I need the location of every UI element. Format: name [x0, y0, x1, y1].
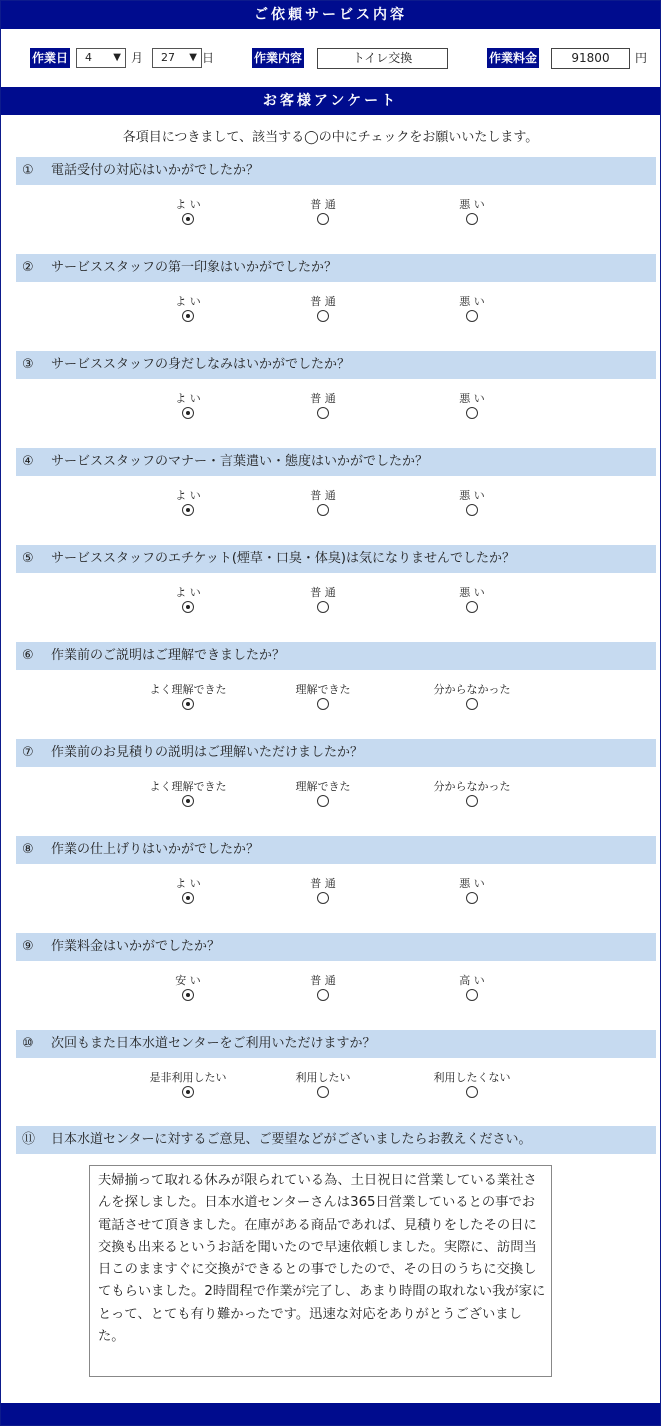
radio-option-label: よ い: [175, 586, 201, 599]
radio-option-label: よく理解できた: [149, 683, 227, 696]
day-select[interactable]: [152, 48, 202, 68]
radio-button[interactable]: [466, 892, 478, 904]
radio-option-label: よく理解できた: [149, 780, 227, 793]
radio-option[interactable]: [412, 391, 532, 422]
work-content-field[interactable]: トイレ交換: [317, 48, 448, 69]
radio-button[interactable]: [182, 698, 194, 710]
radio-button[interactable]: [182, 601, 194, 613]
radio-button[interactable]: [317, 504, 329, 516]
question-bar: [16, 836, 656, 864]
radio-option-label: 悪 い: [459, 586, 485, 599]
radio-option-label: 高 い: [459, 974, 485, 987]
question-text: 作業料金はいかがでしたか？: [51, 939, 221, 954]
service-header: ご依頼サービス内容: [1, 1, 660, 29]
question-text: 作業前のお見積りの説明はご理解いただけましたか？: [51, 745, 364, 760]
radio-option[interactable]: [128, 488, 248, 519]
radio-option-label: 理解できた: [295, 780, 351, 793]
question-text: 次回もまた日本水道センターをご利用いただけますか？: [51, 1036, 376, 1051]
radio-button[interactable]: [466, 698, 478, 710]
radio-button[interactable]: [317, 407, 329, 419]
question-number: ⑪: [22, 1132, 36, 1147]
radio-option[interactable]: [412, 294, 532, 325]
radio-option[interactable]: [128, 294, 248, 325]
question-text: 作業の仕上げりはいかがでしたか？: [51, 842, 260, 857]
radio-option[interactable]: [128, 391, 248, 422]
question-number: ⑧: [22, 842, 34, 857]
radio-button[interactable]: [466, 310, 478, 322]
radio-option[interactable]: [263, 391, 383, 422]
question-number: ⑤: [22, 551, 34, 566]
radio-option[interactable]: [263, 876, 383, 907]
question-text: サービススタッフのエチケット(煙草・口臭・体臭)は気になりませんでしたか？: [51, 551, 515, 566]
chevron-down-icon: ▼: [113, 52, 121, 63]
question-number: ⑨: [22, 939, 34, 954]
work-date-label: 作業日: [30, 48, 70, 68]
radio-button[interactable]: [317, 601, 329, 613]
work-content-label: 作業内容: [252, 48, 304, 68]
question-11-bar: [16, 1126, 656, 1154]
radio-option[interactable]: [128, 197, 248, 228]
radio-button[interactable]: [317, 989, 329, 1001]
question-text: 電話受付の対応はいかがでしたか？: [51, 163, 260, 178]
radio-option[interactable]: [412, 876, 532, 907]
radio-option-label: よ い: [175, 392, 201, 405]
question-text: 日本水道センターに対するご意見、ご要望などがございましたらお教えください。: [51, 1132, 532, 1147]
question-number: ⑩: [22, 1036, 34, 1051]
radio-option-label: 分からなかった: [433, 780, 511, 793]
radio-option-label: 是非利用したい: [149, 1071, 227, 1084]
radio-option[interactable]: [412, 779, 532, 810]
radio-option-label: よ い: [175, 198, 201, 211]
radio-button[interactable]: [317, 213, 329, 225]
radio-button[interactable]: [466, 601, 478, 613]
question-number: ③: [22, 357, 34, 372]
radio-option[interactable]: [128, 973, 248, 1004]
radio-option-label: 普 通: [310, 392, 336, 405]
question-bar: [16, 933, 656, 961]
radio-option[interactable]: [412, 973, 532, 1004]
radio-button[interactable]: [182, 310, 194, 322]
radio-button[interactable]: [182, 1086, 194, 1098]
radio-button[interactable]: [317, 310, 329, 322]
radio-option[interactable]: [263, 585, 383, 616]
radio-option-label: 悪 い: [459, 877, 485, 890]
question-text: サービススタッフの身だしなみはいかがでしたか？: [51, 357, 351, 372]
question-bar: [16, 351, 656, 379]
radio-option[interactable]: [263, 197, 383, 228]
question-text: サービススタッフのマナー・言葉遣い・態度はいかがでしたか？: [51, 454, 429, 469]
radio-button[interactable]: [466, 213, 478, 225]
radio-button[interactable]: [182, 407, 194, 419]
radio-option[interactable]: [263, 294, 383, 325]
question-bar: [16, 157, 656, 185]
radio-option[interactable]: [412, 682, 532, 713]
day-unit: 日: [202, 51, 215, 65]
question-bar: [16, 1030, 656, 1058]
radio-option-label: 普 通: [310, 877, 336, 890]
radio-option-label: 安 い: [175, 974, 201, 987]
radio-option[interactable]: [412, 1070, 532, 1101]
radio-option-label: 理解できた: [295, 683, 351, 696]
radio-option-label: 分からなかった: [433, 683, 511, 696]
question-number: ⑦: [22, 745, 34, 760]
radio-option-label: 悪 い: [459, 392, 485, 405]
radio-option-label: 悪 い: [459, 489, 485, 502]
radio-option[interactable]: [128, 779, 248, 810]
question-number: ⑥: [22, 648, 34, 663]
month-unit: 月: [131, 51, 144, 65]
radio-option-label: 普 通: [310, 974, 336, 987]
question-number: ①: [22, 163, 34, 178]
radio-button[interactable]: [466, 795, 478, 807]
radio-option[interactable]: [263, 682, 383, 713]
month-value: 4: [85, 51, 92, 64]
radio-button[interactable]: [182, 213, 194, 225]
radio-option-label: 悪 い: [459, 295, 485, 308]
fee-unit: 円: [635, 51, 648, 65]
footer-bar: [1, 1403, 660, 1425]
radio-button[interactable]: [317, 698, 329, 710]
radio-button[interactable]: [466, 407, 478, 419]
radio-button[interactable]: [317, 1086, 329, 1098]
survey-instruction: 各項目につきまして、該当する◯の中にチェックをお願いいたします。: [122, 130, 539, 145]
radio-button[interactable]: [182, 989, 194, 1001]
radio-option[interactable]: [128, 876, 248, 907]
question-bar: [16, 254, 656, 282]
radio-button[interactable]: [182, 795, 194, 807]
month-select[interactable]: [76, 48, 126, 68]
day-value: 27: [161, 51, 175, 64]
question-text: 作業前のご説明はご理解できましたか？: [51, 648, 286, 663]
radio-option-label: 普 通: [310, 489, 336, 502]
question-number: ④: [22, 454, 34, 469]
question-bar: [16, 448, 656, 476]
radio-option-label: よ い: [175, 295, 201, 308]
radio-option-label: 普 通: [310, 586, 336, 599]
radio-option[interactable]: [263, 488, 383, 519]
radio-option-label: よ い: [175, 489, 201, 502]
chevron-down-icon: ▼: [189, 52, 197, 63]
question-bar: [16, 739, 656, 767]
radio-option[interactable]: [128, 1070, 248, 1101]
radio-option-label: 悪 い: [459, 198, 485, 211]
radio-button[interactable]: [317, 795, 329, 807]
radio-button[interactable]: [182, 892, 194, 904]
radio-button[interactable]: [466, 1086, 478, 1098]
radio-option[interactable]: [128, 585, 248, 616]
radio-option-label: 普 通: [310, 198, 336, 211]
radio-option[interactable]: [128, 682, 248, 713]
radio-option[interactable]: [412, 488, 532, 519]
radio-option-label: 利用したい: [295, 1071, 351, 1084]
radio-button[interactable]: [182, 504, 194, 516]
radio-option[interactable]: [263, 973, 383, 1004]
question-bar: [16, 545, 656, 573]
radio-option-label: 普 通: [310, 295, 336, 308]
radio-option-label: 利用したくない: [433, 1071, 511, 1084]
radio-button[interactable]: [466, 504, 478, 516]
radio-button[interactable]: [466, 989, 478, 1001]
radio-button[interactable]: [317, 892, 329, 904]
radio-option[interactable]: [412, 585, 532, 616]
comment-textarea[interactable]: 夫婦揃って取れる休みが限られている為、土日祝日に営業している業社さんを探しました。日本水道センターさんは365日営業しているとの事でお電話させて頂きました。在庫がある商品であれば、見積りをしたその日に交換も出来るというお話を聞いたので早速依頼しました。実際に、訪問当日このまますぐに交換ができるとの事でしたので、その日のうちに交換してもらいました。2時間程で作業が完了し、あまり時間の取れない我が家にとって、とても有り難かったです。迅速な対応をありがとうございました。: [89, 1165, 552, 1377]
work-fee-field[interactable]: 91800: [551, 48, 630, 69]
survey-header: お客様アンケート: [1, 87, 660, 115]
radio-option[interactable]: [263, 779, 383, 810]
work-fee-label: 作業料金: [487, 48, 539, 68]
question-number: ②: [22, 260, 34, 275]
radio-option[interactable]: [412, 197, 532, 228]
question-text: サービススタッフの第一印象はいかがでしたか？: [51, 260, 338, 275]
radio-option[interactable]: [263, 1070, 383, 1101]
question-bar: [16, 642, 656, 670]
radio-option-label: よ い: [175, 877, 201, 890]
